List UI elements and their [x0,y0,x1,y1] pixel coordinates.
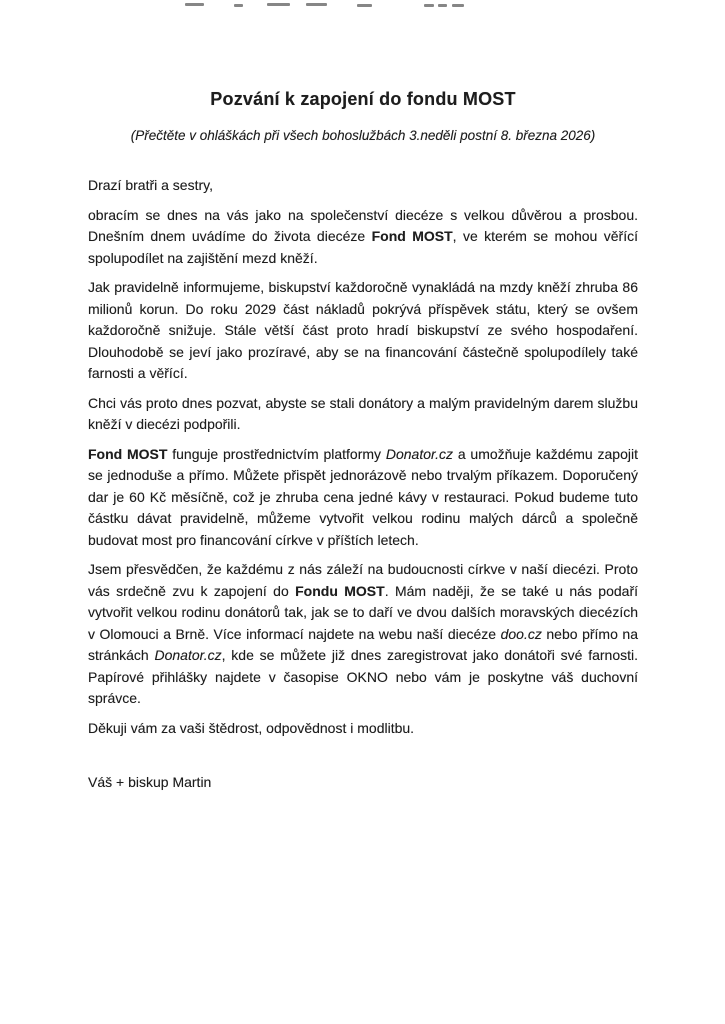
paragraph: Fond MOST funguje prostřednictvím platformy Donator.cz a umožňuje každému zapojit se jednoduše a přímo. Můžete přispět jednorázově nebo trvalým příkazem. Doporučený dar je 60 Kč měsíčně, což je zhruba cena jedné kávy v restauraci. Pokud budeme tuto částku dávat pravidelně, můžeme vytvořit velkou rodinu malých dárců a společně budovat most pro financování církve v příštích letech. [88,445,638,548]
signature-line: Váš + biskup Martin [88,774,212,790]
paragraph: obracím se dnes na vás jako na společenství diecéze s velkou důvěrou a prosbou. Dnešním dnem uvádíme do života diecéze Fond MOST, ve kterém se mohou věřící spolupodílet na zajištění mezd kněží. [88,206,638,266]
closing-line: Děkuji vám za vaši štědrost, odpovědnost i modlitbu. [88,719,415,736]
paragraph: Jak pravidelně informujeme, biskupství každoročně vynakládá na mzdy kněží zhruba 86 milionů korun. Do roku 2029 část nákladů pokrývá příspěvek státu, který se ovšem každoročně snižuje. Stále větší část proto hradí biskupství ze svého hospodaření. Dlouhodobě se jeví jako prozíravé, aby se na financování částečně spolupodílely také farnosti a věřící. [88,279,638,381]
letter-content [88,0,638,794]
paragraph: Chci vás proto dnes pozvat, abyste se stali donátory a malým pravidelným darem službu kněží v diecézi podpořili. [88,394,638,432]
document-subtitle: (Přečtěte v ohláškách při všech bohoslužbách 3.neděli postní 8. března 2026) [130,128,596,143]
salutation: Drazí bratři a sestry, [88,177,213,193]
paragraph: Jsem přesvědčen, že každému z nás záleží na budoucnosti církve v naší diecézi. Proto vás srdečně zvu k zapojení do Fondu MOST. Mám naději, že se také u nás podaří vytvořit velkou rodinu donátorů tak, jak se to daří ve dvou dalších moravských diecézích v Olomouci a Brně. Více informací najdete na webu naší diecéze doo.cz nebo přímo na stránkách Donator.cz, kde se můžete již dnes zaregistrovat jako donátoři své farnosti. Papírové přihlášky najdete v časopise OKNO nebo vám je poskytne váš duchovní správce. [88,561,639,706]
page-title: Pozvání k zapojení do fondu MOST [210,89,516,109]
letter-body [88,205,638,710]
